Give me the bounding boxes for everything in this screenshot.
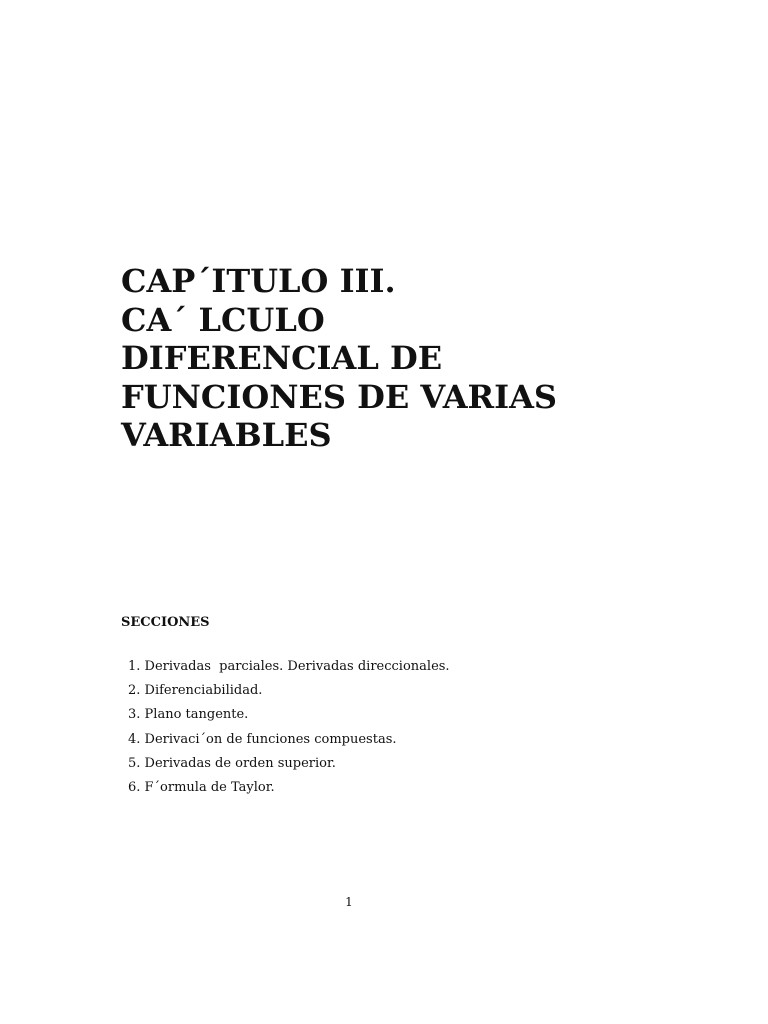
section-item: 3. Plano tangente. (128, 707, 249, 723)
chapter-title-line: DIFERENCIAL DE (121, 339, 443, 377)
chapter-title (121, 262, 721, 455)
chapter-title-line: CAP´ITULO III. (121, 262, 396, 300)
section-item: 1. Derivadas parciales. Derivadas direccionales. (128, 659, 450, 674)
sections-list (128, 655, 450, 800)
section-item: 5. Derivadas de orden superior. (128, 755, 336, 771)
chapter-title-line: CA´ LCULO (121, 300, 325, 339)
chapter-title-line: VARIABLES (121, 416, 332, 454)
sections-heading: SECCIONES (121, 615, 210, 630)
page-number: 1 (345, 895, 353, 909)
chapter-title-line: FUNCIONES DE VARIAS (121, 377, 558, 416)
section-item: 6. F´ormula de Taylor. (128, 780, 275, 796)
section-item: 2. Diferenciabilidad. (128, 683, 263, 699)
section-item: 4. Derivaci´on de funciones compuestas. (128, 731, 397, 747)
